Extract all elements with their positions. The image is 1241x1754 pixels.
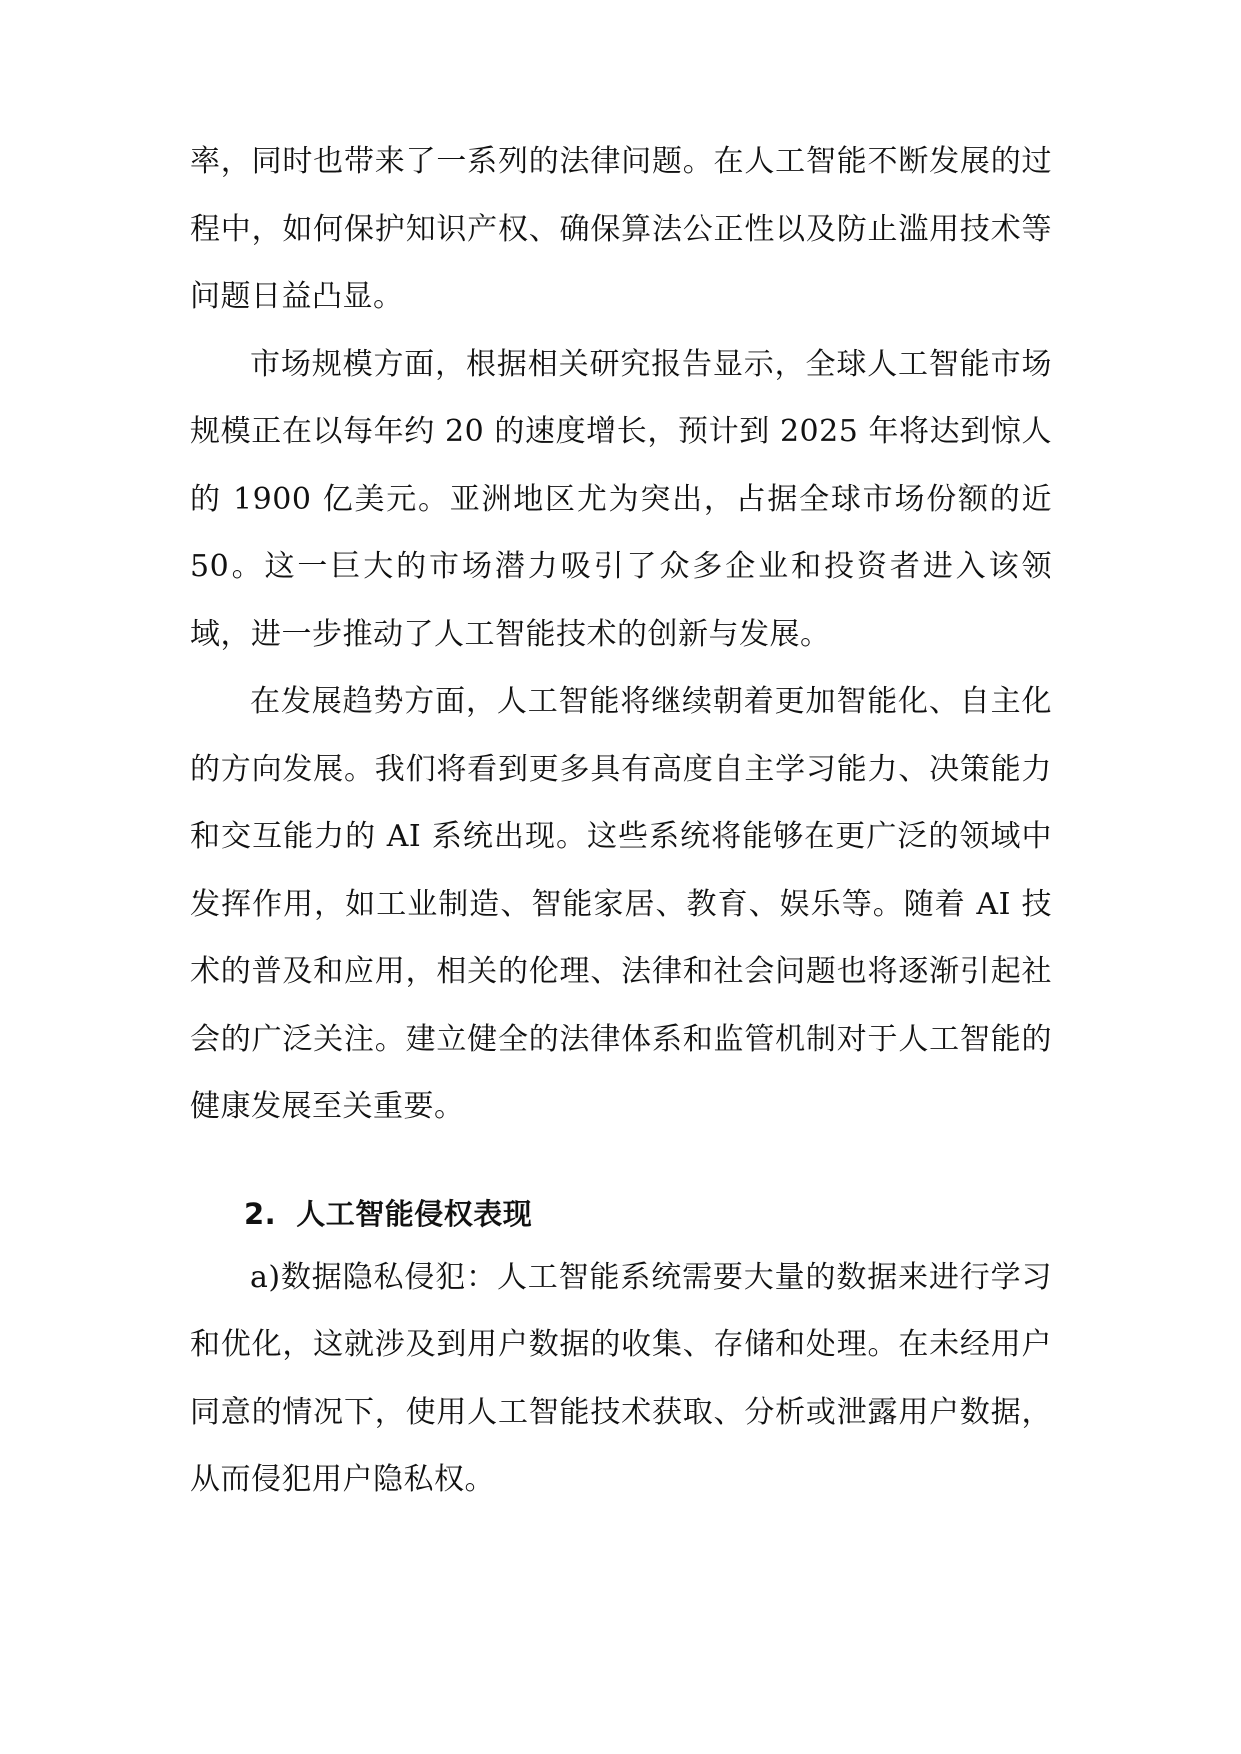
paragraph-carryover: 率，同时也带来了一系列的法律问题。在人工智能不断发展的过程中，如何保护知识产权、确保算法公正性以及防止滥用技术等问题日益凸显。 <box>190 144 1052 314</box>
document-page <box>190 128 1052 1514</box>
paragraph-market-size: 市场规模方面，根据相关研究报告显示，全球人工智能市场规模正在以每年约 20 的速度增长，预计到 2025 年将达到惊人的 1900 亿美元。亚洲地区尤为突出，占据全球市场份额的近 50。这一巨大的市场潜力吸引了众多企业和投资者进入该领域，进一步推动了人工智能技术的创新与发展。 <box>190 346 1052 652</box>
paragraph-development-trend: 在发展趋势方面，人工智能将继续朝着更加智能化、自主化的方向发展。我们将看到更多具有高度自主学习能力、决策能力和交互能力的 AI 系统出现。这些系统将能够在更广泛的领域中发挥作用，如工业制造、智能家居、教育、娱乐等。随着 AI 技术的普及和应用，相关的伦理、法律和社会问题也将逐渐引起社会的广泛关注。建立健全的法律体系和监管机制对于人工智能的健康发展至关重要。 <box>190 684 1052 1124</box>
section-heading-number: 2. <box>244 1196 277 1231</box>
paragraph-data-privacy: a)数据隐私侵犯：人工智能系统需要大量的数据来进行学习和优化，这就涉及到用户数据的收集、存储和处理。在未经用户同意的情况下，使用人工智能技术获取、分析或泄露用户数据，从而侵犯用户隐私权。 <box>190 1259 1052 1497</box>
section-heading-title: 人工智能侵权表现 <box>296 1196 533 1231</box>
section-heading <box>190 1184 1052 1244</box>
